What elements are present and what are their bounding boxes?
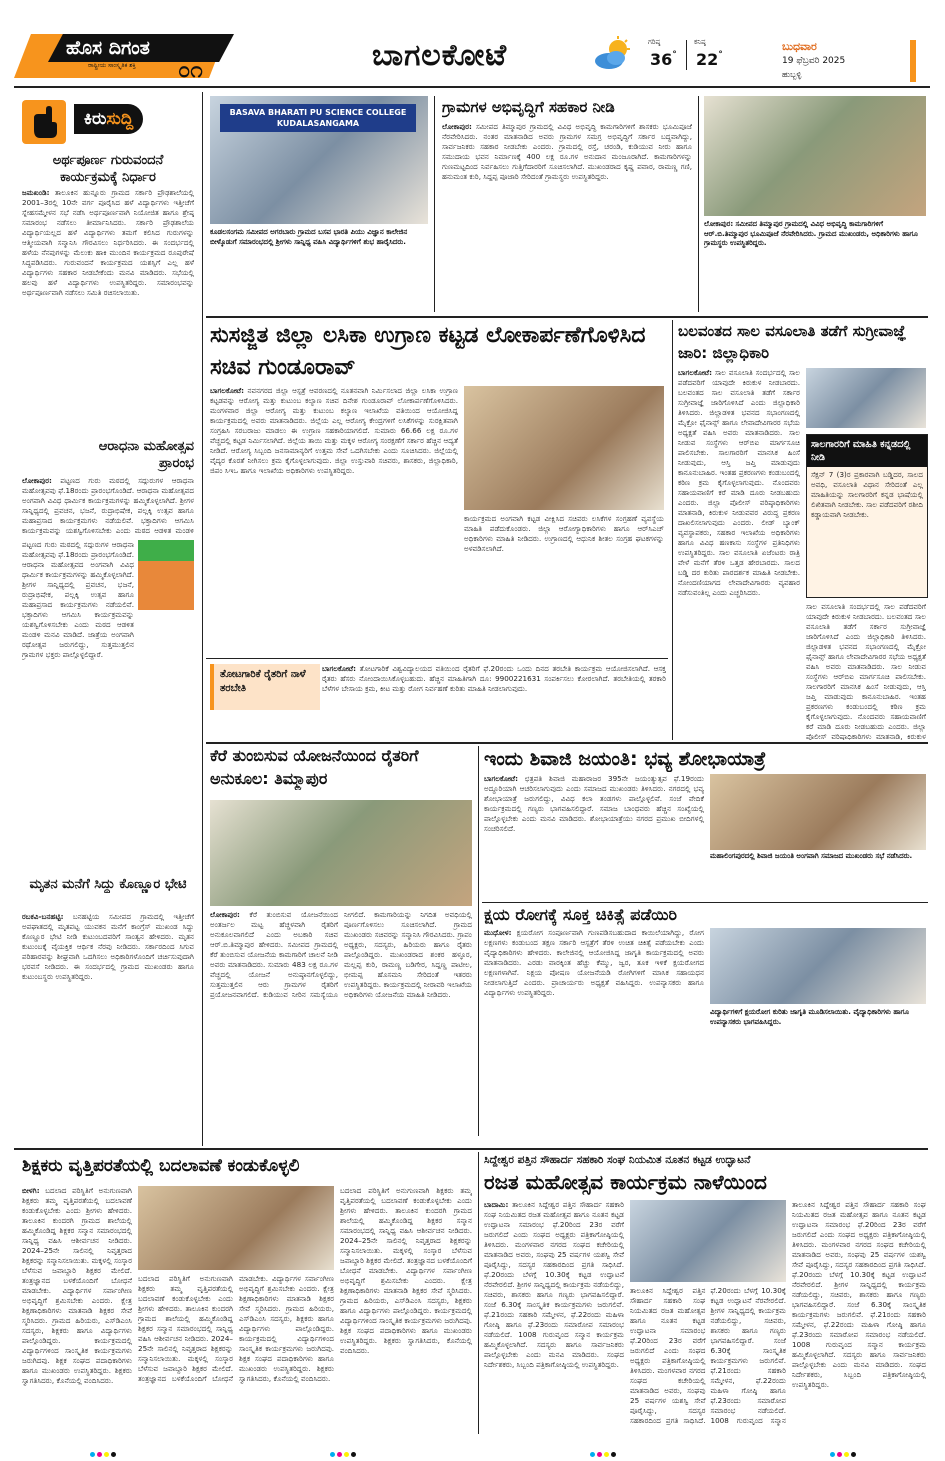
- sala-box-body: ಸೆಕ್ಷನ್ 7 (3)ರ ಪ್ರಕಾರವಾಗಿ ಬಡ್ಡಿದರ, ಸಾಲದ ಅವಧಿ, ವಸೂಲಾತಿ ವಿಧಾನ ಸೇರಿದಂತೆ ಎಲ್ಲ ಮಾಹಿತಿಯನ್ನು ಸಾಲಗಾರರಿಗೆ ಕನ್ನಡ ಭಾಷೆಯಲ್ಲಿ ಲಿಖಿತವಾಗಿ ನೀಡಬೇಕು. ಸಾಲ ಪಡೆದವರಿಗೆ ರಶೀದಿ ಕಡ್ಡಾಯವಾಗಿ ನೀಡಬೇಕು.: [811, 470, 923, 519]
- left-body-2b: ಪಟ್ಟಣದ ಗುರು ಮಠದಲ್ಲಿ ಸದ್ಗುರುಗಳ ಆರಾಧನಾ ಮಹೋತ್ಸವವು ಫೆ.18ರಂದು ಪ್ರಾರಂಭಗೊಂಡಿದೆ. ಆರಾಧನಾ ಮಹೋತ್ಸವದ ಅಂಗವಾಗಿ ವಿವಿಧ ಧಾರ್ಮಿಕ ಕಾರ್ಯಕ್ರಮಗಳನ್ನು ಹಮ್ಮಿಕೊಳ್ಳಲಾಗಿದೆ. ಶ್ರೀಗಳ ಸಾನ್ನಿಧ್ಯದಲ್ಲಿ ಪ್ರವಚನ, ಭಜನೆ, ರುದ್ರಾಭಿಷೇಕ, ಪಲ್ಲಕ್ಕಿ ಉತ್ಸವ ಹಾಗೂ ಮಹಾಪ್ರಸಾದ ಕಾರ್ಯಕ್ರಮಗಳು ನಡೆಯಲಿವೆ. ಭಕ್ತಾದಿಗಳು ಆಗಮಿಸಿ ಕಾರ್ಯಕ್ರಮವನ್ನು ಯಶಸ್ವಿಗೊಳಿಸಬೇಕು ಎಂದು ಮಠದ ಆಡಳಿತ ಮಂಡಳಿ ಮನವಿ ಮಾಡಿದೆ. ಜಾತ್ರೆಯ ಅಂಗವಾಗಿ ರಥೋತ್ಸವ ಜರುಗಲಿದ್ದು, ಸುತ್ತಮುತ್ತಲಿನ ಗ್ರಾಮಗಳ ಭಕ್ತರು ಪಾಲ್ಗೊಳ್ಳಲಿದ್ದಾರೆ.: [22, 540, 134, 659]
- kshaya-body: ಮುಧೋಳ: ಕ್ಷಯರೋಗ ಸಂಪೂರ್ಣವಾಗಿ ಗುಣಪಡಿಸಬಹುದಾದ ಕಾಯಿಲೆಯಾಗಿದ್ದು, ರೋಗ ಲಕ್ಷಣಗಳು ಕಂಡುಬಂದ ತಕ್ಷಣ ಸರ್ಕಾರಿ ಆಸ್ಪತ್ರೆಗೆ ತೆರಳಿ ಉಚಿತ ಚಿಕಿತ್ಸೆ ಪಡೆಯಬೇಕು ಎಂದು ವೈದ್ಯಾಧಿಕಾರಿಗಳು ಹೇಳಿದರು. ಕಾಲೇಜಿನಲ್ಲಿ ಆಯೋಜಿಸಿದ್ದ ಜಾಗೃತಿ ಕಾರ್ಯಕ್ರಮದಲ್ಲಿ ಅವರು ಮಾತನಾಡಿದರು. ಎರಡು ವಾರಕ್ಕಿಂತ ಹೆಚ್ಚು ಕೆಮ್ಮು, ಜ್ವರ, ತೂಕ ಇಳಿಕೆ ಕ್ಷಯರೋಗದ ಲಕ್ಷಣಗಳಾಗಿವೆ. ನಿಕ್ಷಯ ಪೋಷಣ ಯೋಜನೆಯಡಿ ರೋಗಿಗಳಿಗೆ ಮಾಸಿಕ ಸಹಾಯಧನ ನೀಡಲಾಗುತ್ತಿದೆ ಎಂದರು. ಪ್ರಾಚಾರ್ಯರು ಅಧ್ಯಕ್ಷತೆ ವಹಿಸಿದ್ದರು. ಉಪನ್ಯಾಸಕರು ಹಾಗೂ ವಿದ್ಯಾರ್ಥಿಗಳು ಉಪಸ್ಥಿತರಿದ್ದರು.: [484, 928, 704, 997]
- tomato-box: [210, 664, 320, 710]
- kere-body: ಲೋಕಾಪುರ: ಕೆರೆ ತುಂಬಿಸುವ ಯೋಜನೆಯಿಂದ ಅಂತರ್ಜಲ ಮಟ್ಟ ಹೆಚ್ಚಳವಾಗಿ ರೈತರಿಗೆ ಅನುಕೂಲವಾಗಲಿದೆ ಎಂದು ಅಬಕಾರಿ ಸಚಿವ ಆರ್.ಬಿ.ತಿಮ್ಮಾಪುರ ಹೇಳಿದರು. ಸಮೀಪದ ಗ್ರಾಮದಲ್ಲಿ ಕೆರೆ ತುಂಬಿಸುವ ಯೋಜನೆಯ ಕಾಮಗಾರಿಗೆ ಚಾಲನೆ ನೀಡಿ ಅವರು ಮಾತನಾಡಿದರು. ಸುಮಾರು 483 ಲಕ್ಷ ರೂ.ಗಳ ವೆಚ್ಚದಲ್ಲಿ ಯೋಜನೆ ಅನುಷ್ಠಾನಗೊಳ್ಳಲಿದ್ದು, ಸುತ್ತಮುತ್ತಲಿನ ಆರು ಗ್ರಾಮಗಳ ರೈತರಿಗೆ ಪ್ರಯೋಜನವಾಗಲಿದೆ. ಕುಡಿಯುವ ನೀರಿನ ಸಮಸ್ಯೆಯೂ ನೀಗಲಿದೆ. ಕಾಮಗಾರಿಯನ್ನು ನಿಗದಿತ ಅವಧಿಯಲ್ಲಿ ಪೂರ್ಣಗೊಳಿಸಲು ಸೂಚಿಸಲಾಗಿದೆ. ಗ್ರಾಮದ ಮುಖಂಡರು ಸಚಿವರನ್ನು ಸನ್ಮಾನಿಸಿ ಗೌರವಿಸಿದರು. ಗ್ರಾಪಂ ಅಧ್ಯಕ್ಷರು, ಸದಸ್ಯರು, ಹಿರಿಯರು ಹಾಗೂ ರೈತರು ಪಾಲ್ಗೊಂಡಿದ್ದರು. ಮುಖಂಡರಾದ ಶಂಕರ ಹಳ್ಳೂರ, ಮಲ್ಲಪ್ಪ ಕುರಿ, ರಾಮಣ್ಣ ಬಡಿಗೇರ, ಸಿದ್ದಣ್ಣ ಪಾಟೀಲ, ಭೀಮಪ್ಪ ಹೊಸಮನಿ ಸೇರಿದಂತೆ ಇತರರು ಉಪಸ್ಥಿತರಿದ್ದರು. ಕಾರ್ಯಕ್ರಮದಲ್ಲಿ ನೀರಾವರಿ ಇಲಾಖೆಯ ಅಧಿಕಾರಿಗಳು ಯೋಜನೆಯ ಮಾಹಿತಿ ನೀಡಿದರು.: [210, 910, 472, 999]
- rajata-headline: ರಜತ ಮಹೋತ್ಸವ ಕಾರ್ಯಕ್ರಮ ನಾಳೆಯಿಂದ: [484, 1170, 767, 1194]
- lasika-body: ಬಾಗಲಕೋಟೆ: ನವನಗರದ ಜಿಲ್ಲಾ ಆಸ್ಪತ್ರೆ ಆವರಣದಲ್ಲಿ ನೂತನವಾಗಿ ನಿರ್ಮಿಸಲಾದ ಜಿಲ್ಲಾ ಲಸಿಕಾ ಉಗ್ರಾಣ ಕಟ್ಟಡವನ್ನು ಆರೋಗ್ಯ ಮತ್ತು ಕುಟುಂಬ ಕಲ್ಯಾಣ ಸಚಿವ ದಿನೇಶ ಗುಂಡೂರಾವ್ ಲೋಕಾರ್ಪಣೆಗೊಳಿಸಿದರು. ಮಂಗಳವಾರ ಜಿಲ್ಲಾ ಆರೋಗ್ಯ ಮತ್ತು ಕುಟುಂಬ ಕಲ್ಯಾಣ ಇಲಾಖೆಯ ವತಿಯಿಂದ ಆಯೋಜಿಸಿದ್ದ ಕಾರ್ಯಕ್ರಮದಲ್ಲಿ ಅವರು ಮಾತನಾಡಿದರು. ಜಿಲ್ಲೆಯ ಎಲ್ಲ ಆರೋಗ್ಯ ಕೇಂದ್ರಗಳಿಗೆ ಲಸಿಕೆಗಳನ್ನು ಸುರಕ್ಷಿತವಾಗಿ ಸಂಗ್ರಹಿಸಿ ಸರಬರಾಜು ಮಾಡಲು ಈ ಉಗ್ರಾಣ ಸಹಕಾರಿಯಾಗಲಿದೆ. ಸುಮಾರು 66.66 ಲಕ್ಷ ರೂ.ಗಳ ವೆಚ್ಚದಲ್ಲಿ ಕಟ್ಟಡ ನಿರ್ಮಿಸಲಾಗಿದೆ. ಜಿಲ್ಲೆಯ ತಾಯಿ ಮತ್ತು ಮಕ್ಕಳ ಆರೋಗ್ಯ ಸಂರಕ್ಷಣೆಗೆ ಸರ್ಕಾರ ಹೆಚ್ಚಿನ ಆದ್ಯತೆ ನೀಡಿದೆ. ಆರೋಗ್ಯ ಸಿಬ್ಬಂದಿ ಜನಸಾಮಾನ್ಯರಿಗೆ ಉತ್ತಮ ಸೇವೆ ಒದಗಿಸಬೇಕು ಎಂದು ಸೂಚಿಸಿದರು. ಜಿಲ್ಲೆಯಲ್ಲಿ ವೈದ್ಯರ ಕೊರತೆ ನೀಗಿಸಲು ಕ್ರಮ ಕೈಗೊಳ್ಳಲಾಗುವುದು. ಜಿಲ್ಲಾ ಉಸ್ತುವಾರಿ ಸಚಿವರು, ಶಾಸಕರು, ಜಿಲ್ಲಾಧಿಕಾರಿ, ಜಿಪಂ ಸಿಇಒ ಹಾಗೂ ಇಲಾಖೆಯ ಅಧಿಕಾರಿಗಳು ಉಪಸ್ಥಿತರಿದ್ದರು.: [210, 386, 458, 475]
- sala-box-headline: ಸಾಲಗಾರರಿಗೆ ಮಾಹಿತಿ ಕನ್ನಡದಲ್ಲಿ ನೀಡಿ: [807, 435, 927, 467]
- day-label: ಬುಧವಾರ: [782, 40, 817, 53]
- left-body-3: ರಬಕವಿ-ಬನಹಟ್ಟಿ: ಬನಹಟ್ಟಿಯ ಸಮೀಪದ ಗ್ರಾಮದಲ್ಲಿ ಇತ್ತೀಚೆಗೆ ಅಪಘಾತದಲ್ಲಿ ಮೃತಪಟ್ಟ ಯುವಕನ ಮನೆಗೆ ಕಾಂಗ್ರೆಸ್ ಮುಖಂಡ ಸಿದ್ದು ಕೊಣ್ಣೂರ ಭೇಟಿ ನೀಡಿ ಕುಟುಂಬದವರಿಗೆ ಸಾಂತ್ವನ ಹೇಳಿದರು. ಮೃತನ ಕುಟುಂಬಕ್ಕೆ ವೈಯಕ್ತಿಕ ಆರ್ಥಿಕ ನೆರವು ನೀಡಿದರು. ಸರ್ಕಾರದಿಂದ ಸಿಗುವ ಪರಿಹಾರವನ್ನು ಶೀಘ್ರವಾಗಿ ಒದಗಿಸಲು ಅಧಿಕಾರಿಗಳೊಂದಿಗೆ ಚರ್ಚಿಸುವುದಾಗಿ ಭರವಸೆ ನೀಡಿದರು. ಈ ಸಂದರ್ಭದಲ್ಲಿ ಗ್ರಾಮದ ಮುಖಂಡರು ಹಾಗೂ ಕುಟುಂಬಸ್ಥರು ಉಪಸ್ಥಿತರಿದ್ದರು.: [22, 912, 194, 981]
- kshaya-headline: ಕ್ಷಯ ರೋಗಕ್ಕೆ ಸೂಕ್ತ ಚಿಕಿತ್ಸೆ ಪಡೆಯಿರಿ: [484, 905, 677, 924]
- sun-cloud-icon: [592, 36, 632, 72]
- rajata-photo: [630, 1200, 786, 1282]
- shikshaka-headline: ಶಿಕ್ಷಕರು ವೃತ್ತಿಪರತೆಯಲ್ಲಿ ಬದಲಾವಣೆ ಕಂಡುಕೊಳ್ಳಲಿ: [22, 1156, 300, 1176]
- timmapur-caption: ಲೋಕಾಪುರ: ಸಮೀಪದ ತಿಮ್ಮಾಪುರ ಗ್ರಾಮದಲ್ಲಿ ವಿವಿಧ ಅಭಿವೃದ್ಧಿ ಕಾಮಗಾರಿಗಳಿಗೆ ಆರ್.ಬಿ.ತಿಮ್ಮಾಪುರ ಭೂಮಿಪೂಜೆ ನೆರವೇರಿಸಿದರು. ಗ್ರಾಮದ ಮುಖಂಡರು, ಅಧಿಕಾರಿಗಳು ಹಾಗೂ ಗ್ರಾಮಸ್ಥರು ಉಪಸ್ಥಿತರಿದ್ದರು.: [704, 220, 918, 247]
- date-label: 19 ಫೆಬ್ರವರಿ 2025: [782, 56, 846, 66]
- left-headline-3: ಮೃತನ ಮನೆಗೆ ಸಿದ್ದು ಕೊಣ್ಣೂರ ಭೇಟಿ: [29, 877, 187, 892]
- max-temp: 36°: [650, 50, 677, 69]
- kere-photo: [210, 800, 472, 906]
- rajata-body-3: ತಾಲೂಕಿನ ಸಿದ್ದೇಶ್ವರ ಪತ್ತಿನ ಸೌಹಾರ್ದ ಸಹಕಾರಿ ಸಂಘ ನಿಯಮಿತದ ರಜತ ಮಹೋತ್ಸವ ಹಾಗೂ ನೂತನ ಕಟ್ಟಡ ಉದ್ಘಾಟನಾ ಸಮಾರಂಭ ಫೆ.20ರಿಂದ 23ರ ವರೆಗೆ ಜರುಗಲಿದೆ ಎಂದು ಸಂಘದ ಅಧ್ಯಕ್ಷರು ಪತ್ರಿಕಾಗೋಷ್ಠಿಯಲ್ಲಿ ತಿಳಿಸಿದರು. ಮಂಗಳವಾರ ನಗರದ ಸಂಘದ ಕಚೇರಿಯಲ್ಲಿ ಮಾತನಾಡಿದ ಅವರು, ಸಂಘವು 25 ವರ್ಷಗಳ ಯಶಸ್ವಿ ಸೇವೆ ಪೂರೈಸಿದ್ದು, ಸದಸ್ಯರ ಸಹಕಾರದಿಂದ ಪ್ರಗತಿ ಸಾಧಿಸಿದೆ. ಫೆ.20ರಂದು ಬೆಳಗ್ಗೆ 10.30ಕ್ಕೆ ಕಟ್ಟಡ ಉದ್ಘಾಟನೆ ನೆರವೇರಲಿದೆ. ಶ್ರೀಗಳ ಸಾನ್ನಿಧ್ಯದಲ್ಲಿ ಕಾರ್ಯಕ್ರಮ ನಡೆಯಲಿದ್ದು, ಸಚಿವರು, ಶಾಸಕರು ಹಾಗೂ ಗಣ್ಯರು ಭಾಗವಹಿಸಲಿದ್ದಾರೆ. ಸಂಜೆ 6.30ಕ್ಕೆ ಸಾಂಸ್ಕೃತಿಕ ಕಾರ್ಯಕ್ರಮಗಳು ಜರುಗಲಿವೆ. ಫೆ.21ರಂದು ಸಹಕಾರಿ ಸಮ್ಮೇಳನ, ಫೆ.22ರಂದು ಮಹಿಳಾ ಗೋಷ್ಠಿ ಹಾಗೂ ಫೆ.23ರಂದು ಸಮಾರೋಪ ಸಮಾರಂಭ ನಡೆಯಲಿದೆ. 1008 ಗುರುವೃಂದ ಸನ್ಮಾನ ಕಾರ್ಯಕ್ರಮ ಹಮ್ಮಿಕೊಳ್ಳಲಾಗಿದೆ. ಸದಸ್ಯರು ಹಾಗೂ ಸಾರ್ವಜನಿಕರು ಪಾಲ್ಗೊಳ್ಳಬೇಕು ಎಂದು ಮನವಿ ಮಾಡಿದರು. ಸಂಘದ ನಿರ್ದೇಶಕರು, ಸಿಬ್ಬಂದಿ ಪತ್ರಿಕಾಗೋಷ್ಠಿಯಲ್ಲಿ ಉಪಸ್ಥಿತರಿದ್ದರು.: [792, 1200, 926, 1389]
- city-name: ಬಾಗಲಕೋಟೆ: [372, 38, 508, 73]
- hand-point-icon: [22, 100, 66, 144]
- sala-info-box: [806, 434, 928, 598]
- min-temp: 22°: [696, 50, 723, 69]
- lasika-photo: [464, 386, 664, 510]
- rajata-body-2: ತಾಲೂಕಿನ ಸಿದ್ದೇಶ್ವರ ಪತ್ತಿನ ಸೌಹಾರ್ದ ಸಹಕಾರಿ ಸಂಘ ನಿಯಮಿತದ ರಜತ ಮಹೋತ್ಸವ ಹಾಗೂ ನೂತನ ಕಟ್ಟಡ ಉದ್ಘಾಟನಾ ಸಮಾರಂಭ ಫೆ.20ರಿಂದ 23ರ ವರೆಗೆ ಜರುಗಲಿದೆ ಎಂದು ಸಂಘದ ಅಧ್ಯಕ್ಷರು ಪತ್ರಿಕಾಗೋಷ್ಠಿಯಲ್ಲಿ ತಿಳಿಸಿದರು. ಮಂಗಳವಾರ ನಗರದ ಸಂಘದ ಕಚೇರಿಯಲ್ಲಿ ಮಾತನಾಡಿದ ಅವರು, ಸಂಘವು 25 ವರ್ಷಗಳ ಯಶಸ್ವಿ ಸೇವೆ ಪೂರೈಸಿದ್ದು, ಸದಸ್ಯರ ಸಹಕಾರದಿಂದ ಪ್ರಗತಿ ಸಾಧಿಸಿದೆ. ಫೆ.20ರಂದು ಬೆಳಗ್ಗೆ 10.30ಕ್ಕೆ ಕಟ್ಟಡ ಉದ್ಘಾಟನೆ ನೆರವೇರಲಿದೆ. ಶ್ರೀಗಳ ಸಾನ್ನಿಧ್ಯದಲ್ಲಿ ಕಾರ್ಯಕ್ರಮ ನಡೆಯಲಿದ್ದು, ಸಚಿವರು, ಶಾಸಕರು ಹಾಗೂ ಗಣ್ಯರು ಭಾಗವಹಿಸಲಿದ್ದಾರೆ. ಸಂಜೆ 6.30ಕ್ಕೆ ಸಾಂಸ್ಕೃತಿಕ ಕಾರ್ಯಕ್ರಮಗಳು ಜರುಗಲಿವೆ. ಫೆ.21ರಂದು ಸಹಕಾರಿ ಸಮ್ಮೇಳನ, ಫೆ.22ರಂದು ಮಹಿಳಾ ಗೋಷ್ಠಿ ಹಾಗೂ ಫೆ.23ರಂದು ಸಮಾರೋಪ ಸಮಾರಂಭ ನಡೆಯಲಿದೆ. 1008 ಗುರುವೃಂದ ಸನ್ಮಾನ: [630, 1286, 786, 1425]
- page-number: ೦೧: [178, 58, 203, 83]
- kirusuddi-header: [22, 96, 192, 146]
- kirusuddi-title: ಕಿರುಸುದ್ದಿ: [74, 104, 143, 134]
- lasika-headline: ಸುಸಜ್ಜಿತ ಜಿಲ್ಲಾ ಲಸಿಕಾ ಉಗ್ರಾಣ ಕಟ್ಟಡ ಲೋಕಾರ್ಪಣೆಗೊಳಿಸಿದ ಸಚಿವ ಗುಂಡೂರಾವ್: [210, 323, 646, 380]
- edition-label: ಹುಬ್ಬಳ್ಳಿ: [782, 70, 802, 79]
- sala-headline: ಬಲವಂತದ ಸಾಲ ವಸೂಲಾತಿ ತಡೆಗೆ ಸುಗ್ರೀವಾಜ್ಞೆ ಜಾರಿ: ಜಿಲ್ಲಾಧಿಕಾರಿ: [678, 322, 907, 362]
- shivaji-caption: ಮಹಾಲಿಂಗಪುರದಲ್ಲಿ ಶಿವಾಜಿ ಜಯಂತಿ ಅಂಗವಾಗಿ ಸಮಾಜದ ಮುಖಂಡರು ಸಭೆ ನಡೆಸಿದರು.: [710, 852, 913, 860]
- kere-headline: ಕೆರೆ ತುಂಬಿಸುವ ಯೋಜನೆಯಿಂದ ರೈತರಿಗೆ ಅನುಕೂಲ: ತಿಮ್ಮಾಪುರ: [210, 746, 419, 788]
- shikshaka-photo: [138, 1186, 334, 1270]
- left-headline-2: ಆರಾಧನಾ ಮಹೋತ್ಸವ ಪ್ರಾರಂಭ: [98, 439, 194, 471]
- masthead: [0, 0, 945, 86]
- rajata-body: ಬಾದಾಮಿ: ತಾಲೂಕಿನ ಸಿದ್ದೇಶ್ವರ ಪತ್ತಿನ ಸೌಹಾರ್ದ ಸಹಕಾರಿ ಸಂಘ ನಿಯಮಿತದ ರಜತ ಮಹೋತ್ಸವ ಹಾಗೂ ನೂತನ ಕಟ್ಟಡ ಉದ್ಘಾಟನಾ ಸಮಾರಂಭ ಫೆ.20ರಿಂದ 23ರ ವರೆಗೆ ಜರುಗಲಿದೆ ಎಂದು ಸಂಘದ ಅಧ್ಯಕ್ಷರು ಪತ್ರಿಕಾಗೋಷ್ಠಿಯಲ್ಲಿ ತಿಳಿಸಿದರು. ಮಂಗಳವಾರ ನಗರದ ಸಂಘದ ಕಚೇರಿಯಲ್ಲಿ ಮಾತನಾಡಿದ ಅವರು, ಸಂಘವು 25 ವರ್ಷಗಳ ಯಶಸ್ವಿ ಸೇವೆ ಪೂರೈಸಿದ್ದು, ಸದಸ್ಯರ ಸಹಕಾರದಿಂದ ಪ್ರಗತಿ ಸಾಧಿಸಿದೆ. ಫೆ.20ರಂದು ಬೆಳಗ್ಗೆ 10.30ಕ್ಕೆ ಕಟ್ಟಡ ಉದ್ಘಾಟನೆ ನೆರವೇರಲಿದೆ. ಶ್ರೀಗಳ ಸಾನ್ನಿಧ್ಯದಲ್ಲಿ ಕಾರ್ಯಕ್ರಮ ನಡೆಯಲಿದ್ದು, ಸಚಿವರು, ಶಾಸಕರು ಹಾಗೂ ಗಣ್ಯರು ಭಾಗವಹಿಸಲಿದ್ದಾರೆ. ಸಂಜೆ 6.30ಕ್ಕೆ ಸಾಂಸ್ಕೃತಿಕ ಕಾರ್ಯಕ್ರಮಗಳು ಜರುಗಲಿವೆ. ಫೆ.21ರಂದು ಸಹಕಾರಿ ಸಮ್ಮೇಳನ, ಫೆ.22ರಂದು ಮಹಿಳಾ ಗೋಷ್ಠಿ ಹಾಗೂ ಫೆ.23ರಂದು ಸಮಾರೋಪ ಸಮಾರಂಭ ನಡೆಯಲಿದೆ. 1008 ಗುರುವೃಂದ ಸನ್ಮಾನ ಕಾರ್ಯಕ್ರಮ ಹಮ್ಮಿಕೊಳ್ಳಲಾಗಿದೆ. ಸದಸ್ಯರು ಹಾಗೂ ಸಾರ್ವಜನಿಕರು ಪಾಲ್ಗೊಳ್ಳಬೇಕು ಎಂದು ಮನವಿ ಮಾಡಿದರು. ಸಂಘದ ನಿರ್ದೇಶಕರು, ಸಿಬ್ಬಂದಿ ಪತ್ರಿಕಾಗೋಷ್ಠಿಯಲ್ಲಿ ಉಪಸ್ಥಿತರಿದ್ದರು.: [484, 1200, 624, 1369]
- print-registration-marks-2: [330, 1442, 358, 1461]
- shivaji-photo: [710, 774, 926, 850]
- swamiji-photo: [138, 540, 194, 610]
- sala-photo: [806, 368, 926, 428]
- print-registration-marks-4: [830, 1442, 858, 1461]
- college-banner: BASAVA BHARATI PU SCIENCE COLLEGE KUDALASANGAMA: [220, 104, 416, 132]
- brand-tagline: ರಾಷ್ಟ್ರೀಯ ಸಾಂಸ್ಕೃತಿಕ ಶಕ್ತಿ: [88, 62, 136, 69]
- kshaya-photo: [710, 928, 926, 1004]
- college-photo: [210, 96, 428, 224]
- tomato-body: ಬಾಗಲಕೋಟೆ: ತೋಟಗಾರಿಕೆ ವಿಶ್ವವಿದ್ಯಾಲಯದ ವತಿಯಿಂದ ರೈತರಿಗೆ ಫೆ.20ರಂದು ಒಂದು ದಿನದ ತರಬೇತಿ ಕಾರ್ಯಕ್ರಮ ಆಯೋಜಿಸಲಾಗಿದೆ. ಆಸಕ್ತ ರೈತರು ಹೆಸರು ನೋಂದಾಯಿಸಿಕೊಳ್ಳಬಹುದು. ಹೆಚ್ಚಿನ ಮಾಹಿತಿಗಾಗಿ ದೂ: 9900221631 ಸಂಪರ್ಕಿಸಲು ಕೋರಲಾಗಿದೆ. ತರಬೇತಿಯಲ್ಲಿ ತರಕಾರಿ ಬೆಳೆಗಳ ಬೇಸಾಯ ಕ್ರಮ, ಕೀಟ ಮತ್ತು ರೋಗ ನಿರ್ವಹಣೆ ಕುರಿತು ಮಾಹಿತಿ ನೀಡಲಾಗುವುದು.: [322, 664, 666, 693]
- gram-body: ಲೋಕಾಪುರ: ಸಮೀಪದ ತಿಮ್ಮಾಪುರ ಗ್ರಾಮದಲ್ಲಿ ವಿವಿಧ ಅಭಿವೃದ್ಧಿ ಕಾಮಗಾರಿಗಳಿಗೆ ಶಾಸಕರು ಭೂಮಿಪೂಜೆ ನೆರವೇರಿಸಿದರು. ನಂತರ ಮಾತನಾಡಿದ ಅವರು ಗ್ರಾಮಗಳ ಸಮಗ್ರ ಅಭಿವೃದ್ಧಿಗೆ ಸರ್ಕಾರ ಬದ್ಧವಾಗಿದ್ದು, ಸಾರ್ವಜನಿಕರು ಸಹಕಾರ ನೀಡಬೇಕು ಎಂದರು. ಗ್ರಾಮದಲ್ಲಿ ರಸ್ತೆ, ಚರಂಡಿ, ಕುಡಿಯುವ ನೀರು ಹಾಗೂ ಸಮುದಾಯ ಭವನ ನಿರ್ಮಾಣಕ್ಕೆ 400 ಲಕ್ಷ ರೂ.ಗಳ ಅನುದಾನ ಮಂಜೂರಾಗಿದೆ. ಕಾಮಗಾರಿಗಳನ್ನು ಗುಣಮಟ್ಟದಿಂದ ನಿರ್ವಹಿಸಲು ಗುತ್ತಿಗೆದಾರರಿಗೆ ಸೂಚಿಸಲಾಗಿದೆ. ಮುಖಂಡರಾದ ಕೃಷ್ಣ ಪವಾರ, ರಾಮಣ್ಣ ಗಣಿ, ಹನುಮಂತ ಕುರಿ, ಸಿದ್ದಪ್ಪ ಪೂಜಾರಿ ಸೇರಿದಂತೆ ಗ್ರಾಮಸ್ಥರು ಉಪಸ್ಥಿತರಿದ್ದರು.: [442, 122, 692, 181]
- brand-name: ಹೊಸ ದಿಗಂತ: [66, 37, 150, 59]
- print-registration-marks-3: [590, 1442, 618, 1461]
- college-caption: ಕೂಡಲಸಂಗಮ ಸಮೀಪದ ಅಗರಬಾರು ಗ್ರಾಮದ ಬಸವ ಭಾರತಿ ಪಿಯು ವಿಜ್ಞಾನ ಕಾಲೇಜಿನ ಬೀಳ್ಕೊಡುಗೆ ಸಮಾರಂಭದಲ್ಲಿ ಶ್ರೀಗಳು ಸಾನ್ನಿಧ್ಯ ವಹಿಸಿ ವಿದ್ಯಾರ್ಥಿಗಳಿಗೆ ಶುಭ ಹಾರೈಸಿದರು.: [210, 228, 408, 246]
- shivaji-body: ಬಾಗಲಕೋಟೆ: ಛತ್ರಪತಿ ಶಿವಾಜಿ ಮಹಾರಾಜರ 395ನೇ ಜಯಂತ್ಯುತ್ಸವ ಫೆ.19ರಂದು ಅದ್ಧೂರಿಯಾಗಿ ಆಚರಿಸಲಾಗುವುದು ಎಂದು ಸಮಾಜದ ಮುಖಂಡರು ತಿಳಿಸಿದರು. ನಗರದಲ್ಲಿ ಭವ್ಯ ಶೋಭಾಯಾತ್ರೆ ಜರುಗಲಿದ್ದು, ವಿವಿಧ ಕಲಾ ತಂಡಗಳು ಪಾಲ್ಗೊಳ್ಳಲಿವೆ. ಸಂಜೆ ವೇದಿಕೆ ಕಾರ್ಯಕ್ರಮದಲ್ಲಿ ಗಣ್ಯರು ಭಾಗವಹಿಸಲಿದ್ದಾರೆ. ಸಮಾಜ ಬಾಂಧವರು ಹೆಚ್ಚಿನ ಸಂಖ್ಯೆಯಲ್ಲಿ ಪಾಲ್ಗೊಳ್ಳಬೇಕು ಎಂದು ಮನವಿ ಮಾಡಿದರು. ಶೋಭಾಯಾತ್ರೆಯು ನಗರದ ಪ್ರಮುಖ ಬೀದಿಗಳಲ್ಲಿ ಸಂಚರಿಸಲಿದೆ.: [484, 774, 704, 833]
- shikshaka-body-3: ಬದಲಾದ ಪರಿಸ್ಥಿತಿಗೆ ಅನುಗುಣವಾಗಿ ಶಿಕ್ಷಕರು ತಮ್ಮ ವೃತ್ತಿಪರತೆಯಲ್ಲಿ ಬದಲಾವಣೆ ಕಂಡುಕೊಳ್ಳಬೇಕು ಎಂದು ಶ್ರೀಗಳು ಹೇಳಿದರು. ತಾಲೂಕಿನ ಕುಂದರಗಿ ಗ್ರಾಮದ ಶಾಲೆಯಲ್ಲಿ ಹಮ್ಮಿಕೊಂಡಿದ್ದ ಶಿಕ್ಷಕರ ಸನ್ಮಾನ ಸಮಾರಂಭದಲ್ಲಿ ಸಾನ್ನಿಧ್ಯ ವಹಿಸಿ ಆಶೀರ್ವಚನ ನೀಡಿದರು. 2024–25ನೇ ಸಾಲಿನಲ್ಲಿ ನಿವೃತ್ತರಾದ ಶಿಕ್ಷಕರನ್ನು ಸನ್ಮಾನಿಸಲಾಯಿತು. ಮಕ್ಕಳಲ್ಲಿ ಸಂಸ್ಕಾರ ಬೆಳೆಸುವ ಜವಾಬ್ದಾರಿ ಶಿಕ್ಷಕರ ಮೇಲಿದೆ. ತಂತ್ರಜ್ಞಾನದ ಬಳಕೆಯೊಂದಿಗೆ ಬೋಧನೆ ಮಾಡಬೇಕು. ವಿದ್ಯಾರ್ಥಿಗಳ ಸರ್ವಾಂಗೀಣ ಅಭಿವೃದ್ಧಿಗೆ ಶ್ರಮಿಸಬೇಕು ಎಂದರು. ಕ್ಷೇತ್ರ ಶಿಕ್ಷಣಾಧಿಕಾರಿಗಳು ಮಾತನಾಡಿ ಶಿಕ್ಷಕರ ಸೇವೆ ಸ್ಮರಿಸಿದರು. ಗ್ರಾಮದ ಹಿರಿಯರು, ಎಸ್‌ಡಿಎಂಸಿ ಸದಸ್ಯರು, ಶಿಕ್ಷಕರು ಹಾಗೂ ವಿದ್ಯಾರ್ಥಿಗಳು ಪಾಲ್ಗೊಂಡಿದ್ದರು. ಕಾರ್ಯಕ್ರಮದಲ್ಲಿ ವಿದ್ಯಾರ್ಥಿಗಳಿಂದ ಸಾಂಸ್ಕೃತಿಕ ಕಾರ್ಯಕ್ರಮಗಳು ಜರುಗಿದವು. ಶಿಕ್ಷಕ ಸಂಘದ ಪದಾಧಿಕಾರಿಗಳು ಹಾಗೂ ಮುಖಂಡರು ಉಪಸ್ಥಿತರಿದ್ದರು. ಶಿಕ್ಷಕರು ಸ್ವಾಗತಿಸಿದರು, ಕೊನೆಯಲ್ಲಿ ವಂದಿಸಿದರು.: [340, 1186, 472, 1355]
- gram-headline: ಗ್ರಾಮಗಳ ಅಭಿವೃದ್ಧಿಗೆ ಸಹಕಾರ ನೀಡಿ: [442, 98, 615, 116]
- tomato-headline: ತೋಟಗಾರಿಕೆ ರೈತರಿಗೆ ನಾಳೆ ತರಬೇತಿ: [220, 669, 306, 694]
- print-registration-marks: [90, 1442, 118, 1461]
- shikshaka-body: ಬೀಳಗಿ: ಬದಲಾದ ಪರಿಸ್ಥಿತಿಗೆ ಅನುಗುಣವಾಗಿ ಶಿಕ್ಷಕರು ತಮ್ಮ ವೃತ್ತಿಪರತೆಯಲ್ಲಿ ಬದಲಾವಣೆ ಕಂಡುಕೊಳ್ಳಬೇಕು ಎಂದು ಶ್ರೀಗಳು ಹೇಳಿದರು. ತಾಲೂಕಿನ ಕುಂದರಗಿ ಗ್ರಾಮದ ಶಾಲೆಯಲ್ಲಿ ಹಮ್ಮಿಕೊಂಡಿದ್ದ ಶಿಕ್ಷಕರ ಸನ್ಮಾನ ಸಮಾರಂಭದಲ್ಲಿ ಸಾನ್ನಿಧ್ಯ ವಹಿಸಿ ಆಶೀರ್ವಚನ ನೀಡಿದರು. 2024–25ನೇ ಸಾಲಿನಲ್ಲಿ ನಿವೃತ್ತರಾದ ಶಿಕ್ಷಕರನ್ನು ಸನ್ಮಾನಿಸಲಾಯಿತು. ಮಕ್ಕಳಲ್ಲಿ ಸಂಸ್ಕಾರ ಬೆಳೆಸುವ ಜವಾಬ್ದಾರಿ ಶಿಕ್ಷಕರ ಮೇಲಿದೆ. ತಂತ್ರಜ್ಞಾನದ ಬಳಕೆಯೊಂದಿಗೆ ಬೋಧನೆ ಮಾಡಬೇಕು. ವಿದ್ಯಾರ್ಥಿಗಳ ಸರ್ವಾಂಗೀಣ ಅಭಿವೃದ್ಧಿಗೆ ಶ್ರಮಿಸಬೇಕು ಎಂದರು. ಕ್ಷೇತ್ರ ಶಿಕ್ಷಣಾಧಿಕಾರಿಗಳು ಮಾತನಾಡಿ ಶಿಕ್ಷಕರ ಸೇವೆ ಸ್ಮರಿಸಿದರು. ಗ್ರಾಮದ ಹಿರಿಯರು, ಎಸ್‌ಡಿಎಂಸಿ ಸದಸ್ಯರು, ಶಿಕ್ಷಕರು ಹಾಗೂ ವಿದ್ಯಾರ್ಥಿಗಳು ಪಾಲ್ಗೊಂಡಿದ್ದರು. ಕಾರ್ಯಕ್ರಮದಲ್ಲಿ ವಿದ್ಯಾರ್ಥಿಗಳಿಂದ ಸಾಂಸ್ಕೃತಿಕ ಕಾರ್ಯಕ್ರಮಗಳು ಜರುಗಿದವು. ಶಿಕ್ಷಕ ಸಂಘದ ಪದಾಧಿಕಾರಿಗಳು ಹಾಗೂ ಮುಖಂಡರು ಉಪಸ್ಥಿತರಿದ್ದರು. ಶಿಕ್ಷಕರು ಸ್ವಾಗತಿಸಿದರು, ಕೊನೆಯಲ್ಲಿ ವಂದಿಸಿದರು.: [22, 1186, 132, 1385]
- shivaji-headline: ಇಂದು ಶಿವಾಜಿ ಜಯಂತಿ: ಭವ್ಯ ಶೋಭಾಯಾತ್ರೆ: [484, 748, 766, 770]
- sala-body-cont: ಸಾಲ ವಸೂಲಾತಿ ಸಂದರ್ಭದಲ್ಲಿ ಸಾಲ ಪಡೆದವರಿಗೆ ಯಾವುದೇ ಕಿರುಕುಳ ನೀಡಬಾರದು. ಬಲವಂತದ ಸಾಲ ವಸೂಲಾತಿ ತಡೆಗೆ ಸರ್ಕಾರ ಸುಗ್ರೀವಾಜ್ಞೆ ಜಾರಿಗೊಳಿಸಿದೆ ಎಂದು ಜಿಲ್ಲಾಧಿಕಾರಿ ತಿಳಿಸಿದರು. ಜಿಲ್ಲಾಡಳಿತ ಭವನದ ಸಭಾಂಗಣದಲ್ಲಿ ಮೈಕ್ರೋ ಫೈನಾನ್ಸ್ ಹಾಗೂ ಲೇವಾದೇವಿಗಾರರ ಸಭೆಯ ಅಧ್ಯಕ್ಷತೆ ವಹಿಸಿ ಅವರು ಮಾತನಾಡಿದರು. ಸಾಲ ನೀಡುವ ಸಂಸ್ಥೆಗಳು ಆರ್‌ಬಿಐ ಮಾರ್ಗಸೂಚಿ ಪಾಲಿಸಬೇಕು. ಸಾಲಗಾರರಿಗೆ ಮಾನಸಿಕ ಹಿಂಸೆ ನೀಡುವುದು, ಆಸ್ತಿ ಜಪ್ತಿ ಮಾಡುವುದು ಕಾನೂನುಬಾಹಿರ. ಇಂತಹ ಪ್ರಕರಣಗಳು ಕಂಡುಬಂದಲ್ಲಿ ಕಠಿಣ ಕ್ರಮ ಕೈಗೊಳ್ಳಲಾಗುವುದು. ನೊಂದವರು ಸಹಾಯವಾಣಿಗೆ ಕರೆ ಮಾಡಿ ದೂರು ನೀಡಬಹುದು ಎಂದರು. ಜಿಲ್ಲಾ ಪೊಲೀಸ್ ವರಿಷ್ಠಾಧಿಕಾರಿಗಳು ಮಾತನಾಡಿ, ಕಿರುಕುಳ: [806, 602, 926, 740]
- min-temp-label: ಕನಿಷ್ಠ: [694, 38, 706, 46]
- sala-body: ಬಾಗಲಕೋಟೆ: ಸಾಲ ವಸೂಲಾತಿ ಸಂದರ್ಭದಲ್ಲಿ ಸಾಲ ಪಡೆದವರಿಗೆ ಯಾವುದೇ ಕಿರುಕುಳ ನೀಡಬಾರದು. ಬಲವಂತದ ಸಾಲ ವಸೂಲಾತಿ ತಡೆಗೆ ಸರ್ಕಾರ ಸುಗ್ರೀವಾಜ್ಞೆ ಜಾರಿಗೊಳಿಸಿದೆ ಎಂದು ಜಿಲ್ಲಾಧಿಕಾರಿ ತಿಳಿಸಿದರು. ಜಿಲ್ಲಾಡಳಿತ ಭವನದ ಸಭಾಂಗಣದಲ್ಲಿ ಮೈಕ್ರೋ ಫೈನಾನ್ಸ್ ಹಾಗೂ ಲೇವಾದೇವಿಗಾರರ ಸಭೆಯ ಅಧ್ಯಕ್ಷತೆ ವಹಿಸಿ ಅವರು ಮಾತನಾಡಿದರು. ಸಾಲ ನೀಡುವ ಸಂಸ್ಥೆಗಳು ಆರ್‌ಬಿಐ ಮಾರ್ಗಸೂಚಿ ಪಾಲಿಸಬೇಕು. ಸಾಲಗಾರರಿಗೆ ಮಾನಸಿಕ ಹಿಂಸೆ ನೀಡುವುದು, ಆಸ್ತಿ ಜಪ್ತಿ ಮಾಡುವುದು ಕಾನೂನುಬಾಹಿರ. ಇಂತಹ ಪ್ರಕರಣಗಳು ಕಂಡುಬಂದಲ್ಲಿ ಕಠಿಣ ಕ್ರಮ ಕೈಗೊಳ್ಳಲಾಗುವುದು. ನೊಂದವರು ಸಹಾಯವಾಣಿಗೆ ಕರೆ ಮಾಡಿ ದೂರು ನೀಡಬಹುದು ಎಂದರು. ಜಿಲ್ಲಾ ಪೊಲೀಸ್ ವರಿಷ್ಠಾಧಿಕಾರಿಗಳು ಮಾತನಾಡಿ, ಕಿರುಕುಳ ನೀಡುವವರ ವಿರುದ್ಧ ಪ್ರಕರಣ ದಾಖಲಿಸಲಾಗುವುದು ಎಂದರು. ಲೀಡ್ ಬ್ಯಾಂಕ್ ವ್ಯವಸ್ಥಾಪಕರು, ಸಹಕಾರ ಇಲಾಖೆಯ ಅಧಿಕಾರಿಗಳು ಹಾಗೂ ವಿವಿಧ ಹಣಕಾಸು ಸಂಸ್ಥೆಗಳ ಪ್ರತಿನಿಧಿಗಳು ಉಪಸ್ಥಿತರಿದ್ದರು. ಸಾಲ ವಸೂಲಾತಿ ಏಜೆಂಟರು ರಾತ್ರಿ ವೇಳೆ ಮನೆಗೆ ತೆರಳಿ ಒತ್ತಡ ಹೇರಬಾರದು. ಸಾಲದ ಬಡ್ಡಿ ದರ ಕುರಿತು ಪಾರದರ್ಶಕ ಮಾಹಿತಿ ನೀಡಬೇಕು. ನೋಂದಣಿಯಾಗದ ಲೇವಾದೇವಿಗಾರರು ವ್ಯವಹಾರ ನಡೆಸುವಂತಿಲ್ಲ ಎಂದು ಎಚ್ಚರಿಸಿದರು.: [678, 368, 800, 597]
- left-headline-1: ಅರ್ಥಪೂರ್ಣ ಗುರುವಂದನೆ ಕಾರ್ಯಕ್ರಮಕ್ಕೆ ನಿರ್ಧಾರ: [52, 153, 164, 185]
- kshaya-caption: ವಿದ್ಯಾರ್ಥಿಗಳಿಗೆ ಕ್ಷಯರೋಗ ಕುರಿತು ಜಾಗೃತಿ ಮೂಡಿಸಲಾಯಿತು. ವೈದ್ಯಾಧಿಕಾರಿಗಳು ಹಾಗೂ ಉಪನ್ಯಾಸಕರು ಭಾಗವಹಿಸಿದ್ದರು.: [710, 1008, 909, 1026]
- rajata-kicker: ಸಿದ್ದೇಶ್ವರ ಪತ್ತಿನ ಸೌಹಾರ್ದ ಸಹಕಾರಿ ಸಂಘ ನಿಯಮಿತ ನೂತನ ಕಟ್ಟಡ ಉದ್ಘಾಟನೆ: [484, 1154, 751, 1166]
- timmapur-photo: [704, 96, 926, 216]
- left-body-1: ಜಮಖಂಡಿ: ತಾಲೂಕಿನ ಹುನ್ನೂರು ಗ್ರಾಮದ ಸರ್ಕಾರಿ ಪ್ರೌಢಶಾಲೆಯಲ್ಲಿ 2001–3ರಲ್ಲಿ 10ನೇ ವರ್ಗ ಪೂರೈಸಿದ ಹಳೆ ವಿದ್ಯಾರ್ಥಿಗಳು ಇತ್ತೀಚೆಗೆ ಸ್ನೇಹಸಮ್ಮೇಳನ ಸಭೆ ನಡೆಸಿ ಅರ್ಥಪೂರ್ಣವಾಗಿ ನಿಯೋಜಿತ ಹಾಗೂ ಶ್ರೇಷ್ಠ ಸಮಾರಂಭ ನಡೆಸಲು ತೀರ್ಮಾನಿಸಿದರು. ಸರ್ಕಾರಿ ಪ್ರೌಢಶಾಲೆಯ ವಿದ್ಯಾರ್ಥಿಯಲ್ಲದ ಹಳೆ ವಿದ್ಯಾರ್ಥಿಗಳು ತಮಗೆ ಕಲಿಸಿದ ಗುರುಗಳನ್ನು ಆತ್ಮೀಯವಾಗಿ ಸನ್ಮಾನಿಸಿ ಗೌರವಿಸಲು ನಿರ್ಧರಿಸಿದರು. ಈ ಸಂದರ್ಭದಲ್ಲಿ ಹಳೆಯ ನೆನಪುಗಳನ್ನು ಮೆಲುಕು ಹಾಕಿ ಮುಂದಿನ ಕಾರ್ಯಕ್ರಮದ ರೂಪುರೇಷೆ ಸಿದ್ಧಪಡಿಸಿದರು. ಗುರುವಂದನೆ ಕಾರ್ಯಕ್ರಮದ ಯಶಸ್ಸಿಗೆ ಎಲ್ಲ ಹಳೆ ವಿದ್ಯಾರ್ಥಿಗಳು ಸಹಕಾರ ನೀಡಬೇಕೆಂದು ಮನವಿ ಮಾಡಿದರು. ಸಭೆಯಲ್ಲಿ ಹಲವು ಹಳೆ ವಿದ್ಯಾರ್ಥಿಗಳು ಉಪಸ್ಥಿತರಿದ್ದರು. ಸಮಾರಂಭವನ್ನು ಅರ್ಥಪೂರ್ಣವಾಗಿ ನಡೆಸಲು ಸಮಿತಿ ರಚಿಸಲಾಯಿತು.: [22, 188, 194, 297]
- masthead-accent: [910, 40, 916, 82]
- max-temp-label: ಗರಿಷ್ಠ: [648, 38, 661, 46]
- left-body-2a: ಲೋಕಾಪುರ: ಪಟ್ಟಣದ ಗುರು ಮಠದಲ್ಲಿ ಸದ್ಗುರುಗಳ ಆರಾಧನಾ ಮಹೋತ್ಸವವು ಫೆ.18ರಂದು ಪ್ರಾರಂಭಗೊಂಡಿದೆ. ಆರಾಧನಾ ಮಹೋತ್ಸವದ ಅಂಗವಾಗಿ ವಿವಿಧ ಧಾರ್ಮಿಕ ಕಾರ್ಯಕ್ರಮಗಳನ್ನು ಹಮ್ಮಿಕೊಳ್ಳಲಾಗಿದೆ. ಶ್ರೀಗಳ ಸಾನ್ನಿಧ್ಯದಲ್ಲಿ ಪ್ರವಚನ, ಭಜನೆ, ರುದ್ರಾಭಿಷೇಕ, ಪಲ್ಲಕ್ಕಿ ಉತ್ಸವ ಹಾಗೂ ಮಹಾಪ್ರಸಾದ ಕಾರ್ಯಕ್ರಮಗಳು ನಡೆಯಲಿವೆ. ಭಕ್ತಾದಿಗಳು ಆಗಮಿಸಿ ಕಾರ್ಯಕ್ರಮವನ್ನು ಯಶಸ್ವಿಗೊಳಿಸಬೇಕು ಎಂದು ಮಠದ ಆಡಳಿತ ಮಂಡಳಿ: [22, 476, 194, 535]
- lasika-body-2: ಕಾರ್ಯಕ್ರಮದ ಅಂಗವಾಗಿ ಕಟ್ಟಡ ವೀಕ್ಷಿಸಿದ ಸಚಿವರು ಲಸಿಕೆಗಳ ಸಂಗ್ರಹಣೆ ವ್ಯವಸ್ಥೆಯ ಮಾಹಿತಿ ಪಡೆದುಕೊಂಡರು. ಜಿಲ್ಲಾ ಆರೋಗ್ಯಾಧಿಕಾರಿಗಳು ಹಾಗೂ ಆರ್‌ಸಿಎಚ್ ಅಧಿಕಾರಿಗಳು ಮಾಹಿತಿ ನೀಡಿದರು. ಉಗ್ರಾಣದಲ್ಲಿ ಆಧುನಿಕ ಶೀತಲ ಸಂಗ್ರಹ ಘಟಕಗಳನ್ನು ಅಳವಡಿಸಲಾಗಿದೆ.: [464, 514, 664, 553]
- shikshaka-body-2: ಬದಲಾದ ಪರಿಸ್ಥಿತಿಗೆ ಅನುಗುಣವಾಗಿ ಶಿಕ್ಷಕರು ತಮ್ಮ ವೃತ್ತಿಪರತೆಯಲ್ಲಿ ಬದಲಾವಣೆ ಕಂಡುಕೊಳ್ಳಬೇಕು ಎಂದು ಶ್ರೀಗಳು ಹೇಳಿದರು. ತಾಲೂಕಿನ ಕುಂದರಗಿ ಗ್ರಾಮದ ಶಾಲೆಯಲ್ಲಿ ಹಮ್ಮಿಕೊಂಡಿದ್ದ ಶಿಕ್ಷಕರ ಸನ್ಮಾನ ಸಮಾರಂಭದಲ್ಲಿ ಸಾನ್ನಿಧ್ಯ ವಹಿಸಿ ಆಶೀರ್ವಚನ ನೀಡಿದರು. 2024–25ನೇ ಸಾಲಿನಲ್ಲಿ ನಿವೃತ್ತರಾದ ಶಿಕ್ಷಕರನ್ನು ಸನ್ಮಾನಿಸಲಾಯಿತು. ಮಕ್ಕಳಲ್ಲಿ ಸಂಸ್ಕಾರ ಬೆಳೆಸುವ ಜವಾಬ್ದಾರಿ ಶಿಕ್ಷಕರ ಮೇಲಿದೆ. ತಂತ್ರಜ್ಞಾನದ ಬಳಕೆಯೊಂದಿಗೆ ಬೋಧನೆ ಮಾಡಬೇಕು. ವಿದ್ಯಾರ್ಥಿಗಳ ಸರ್ವಾಂಗೀಣ ಅಭಿವೃದ್ಧಿಗೆ ಶ್ರಮಿಸಬೇಕು ಎಂದರು. ಕ್ಷೇತ್ರ ಶಿಕ್ಷಣಾಧಿಕಾರಿಗಳು ಮಾತನಾಡಿ ಶಿಕ್ಷಕರ ಸೇವೆ ಸ್ಮರಿಸಿದರು. ಗ್ರಾಮದ ಹಿರಿಯರು, ಎಸ್‌ಡಿಎಂಸಿ ಸದಸ್ಯರು, ಶಿಕ್ಷಕರು ಹಾಗೂ ವಿದ್ಯಾರ್ಥಿಗಳು ಪಾಲ್ಗೊಂಡಿದ್ದರು. ಕಾರ್ಯಕ್ರಮದಲ್ಲಿ ವಿದ್ಯಾರ್ಥಿಗಳಿಂದ ಸಾಂಸ್ಕೃತಿಕ ಕಾರ್ಯಕ್ರಮಗಳು ಜರುಗಿದವು. ಶಿಕ್ಷಕ ಸಂಘದ ಪದಾಧಿಕಾರಿಗಳು ಹಾಗೂ ಮುಖಂಡರು ಉಪಸ್ಥಿತರಿದ್ದರು. ಶಿಕ್ಷಕರು ಸ್ವಾಗತಿಸಿದರು, ಕೊನೆಯಲ್ಲಿ ವಂದಿಸಿದರು.: [138, 1274, 334, 1383]
